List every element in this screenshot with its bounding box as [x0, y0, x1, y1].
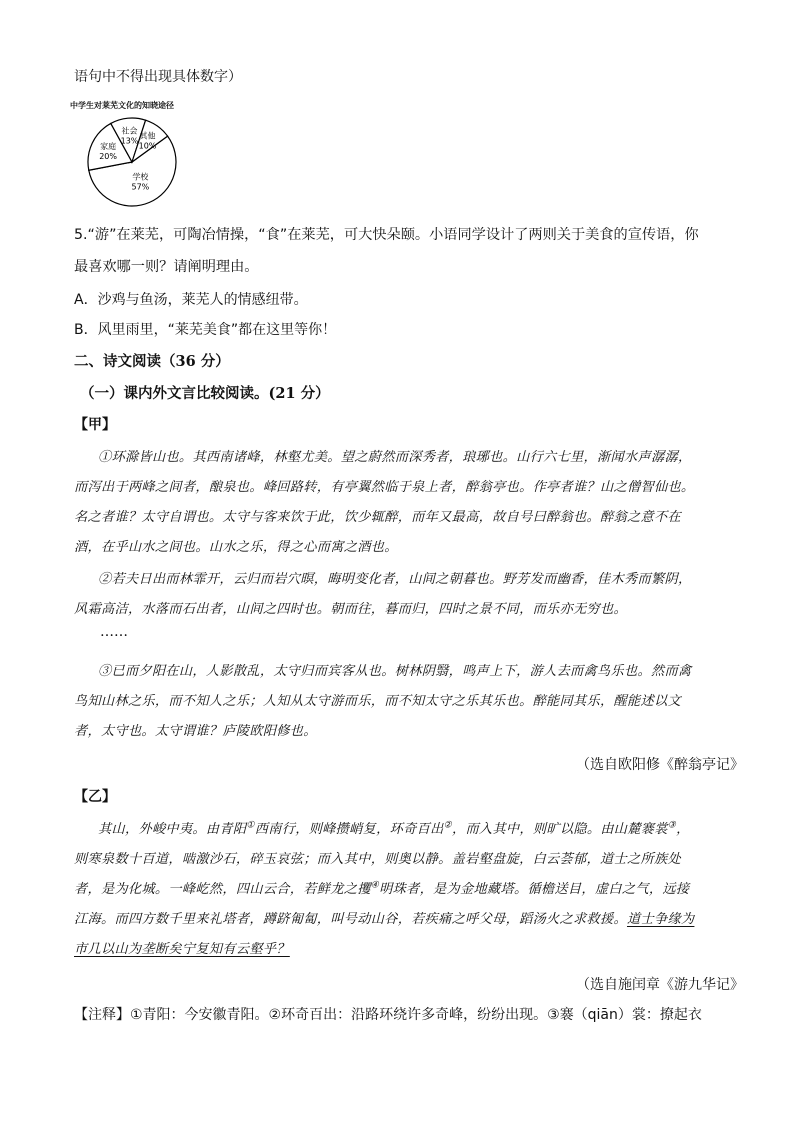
jia-source: （选自欧阳修《醉翁亭记》: [576, 757, 744, 773]
pie-label: 学校: [132, 172, 149, 182]
underlined-sentence-cont: 市几以山为垄断矣宁复知有云壑乎？: [74, 942, 290, 957]
jia-p2-line: 风霜高洁，水落而石出者，山间之四时也。朝而往，暮而归，四时之景不同，而乐亦无穷也。: [74, 602, 627, 617]
pie-percent: 20%: [99, 151, 118, 161]
jia-p1-line: 而泻出于两峰之间者，酿泉也。峰回路转，有亭翼然临于泉上者，醉翁亭也。作亭者谁？山之僧智仙也。: [74, 480, 695, 495]
ellipsis: ……: [100, 624, 128, 640]
yi-line-2: 则寒泉数十百道，啮激沙石，碎玉哀弦；而入其中，则奥以静。盖岩壑盘旋，白云荟郁，道士之所族处: [74, 852, 681, 867]
text-tag-yi: 【乙】: [74, 789, 116, 805]
pie-percent: 57%: [131, 182, 150, 192]
yi-line-1: 其山，外峻中夷。由青阳①西南行，则峰攒峭复，环奇百出②，而入其中，则旷以隐。由山麓褰裳③，: [98, 820, 690, 837]
annotation-note: 【注释】①青阳：今安徽青阳。②环奇百出：沿路环绕许多奇峰，纷纷出现。③褰（qiān）裳：撩起衣: [74, 1007, 702, 1023]
pie-percent: 13%: [120, 136, 139, 146]
jia-p2-line: ②若夫日出而林霏开，云归而岩穴暝，晦明变化者，山间之朝暮也。野芳发而幽香，佳木秀而繁阴，: [98, 572, 692, 587]
pie-chart: [84, 114, 180, 210]
jia-p3-line: 鸟知山林之乐，而不知人之乐；人知从太守游而乐，而不知太守之乐其乐也。醉能同其乐，醒能述以文: [74, 694, 681, 709]
q5-line1: 5.“游”在莱芜，可陶冶情操，“食”在莱芜，可大快朵颐。小语同学设计了两则关于美食的宣传语，你: [74, 227, 699, 243]
jia-p1-line: 名之者谁？太守自谓也。太守与客来饮于此，饮少辄醉，而年又最高，故自号曰醉翁也。醉翁之意不在: [74, 510, 681, 525]
pie-percent: 10%: [138, 141, 157, 151]
yi-line-3: 者，是为化城。一峰屹然，四山云合，若鲜龙之攫④明珠者，是为金地藏塔。循檐送目，虚白之气，远接: [74, 880, 690, 897]
q5-line2: 最喜欢哪一则？请阐明理由。: [74, 259, 259, 275]
q5-option-b: B．风里雨里，“莱芜美食”都在这里等你！: [74, 322, 337, 338]
subsection-heading: （一）课内外文言比较阅读。(21 分）: [80, 385, 330, 402]
pie-label: 其他: [139, 131, 156, 141]
q5-option-a: A．沙鸡与鱼汤，莱芜人的情感纽带。: [74, 292, 308, 308]
question-tail: 语句中不得出现具体数字）: [74, 69, 242, 85]
jia-p1-line: 酒，在乎山水之间也。山水之乐，得之心而寓之酒也。: [74, 540, 398, 555]
jia-p1-line: ①环滁皆山也。其西南诸峰，林壑尤美。望之蔚然而深秀者，琅琊也。山行六七里，渐闻水声潺潺，: [98, 450, 692, 465]
text-tag-jia: 【甲】: [74, 417, 116, 433]
pie-label: 家庭: [100, 141, 117, 151]
yi-line-4: 江海。而四方数千里来礼塔者，蹲跻匍匐，叫号动山谷，若疾痛之呼父母，蹈汤火之求救援。道士争缘为: [74, 912, 695, 927]
underlined-sentence: 道士争缘为: [626, 912, 695, 927]
section-heading: 二、诗文阅读（36 分）: [74, 353, 230, 370]
pie-title: 中学生对莱芜文化的知晓途径: [70, 100, 174, 110]
yi-source: （选自施闰章《游九华记》: [576, 977, 744, 993]
jia-p3-line: ③已而夕阳在山，人影散乱，太守归而宾客从也。树林阴翳，鸣声上下，游人去而禽鸟乐也。然而禽: [98, 664, 692, 679]
pie-label: 社会: [121, 126, 138, 136]
jia-p3-line: 者，太守也。太守谓谁？庐陵欧阳修也。: [74, 724, 317, 739]
